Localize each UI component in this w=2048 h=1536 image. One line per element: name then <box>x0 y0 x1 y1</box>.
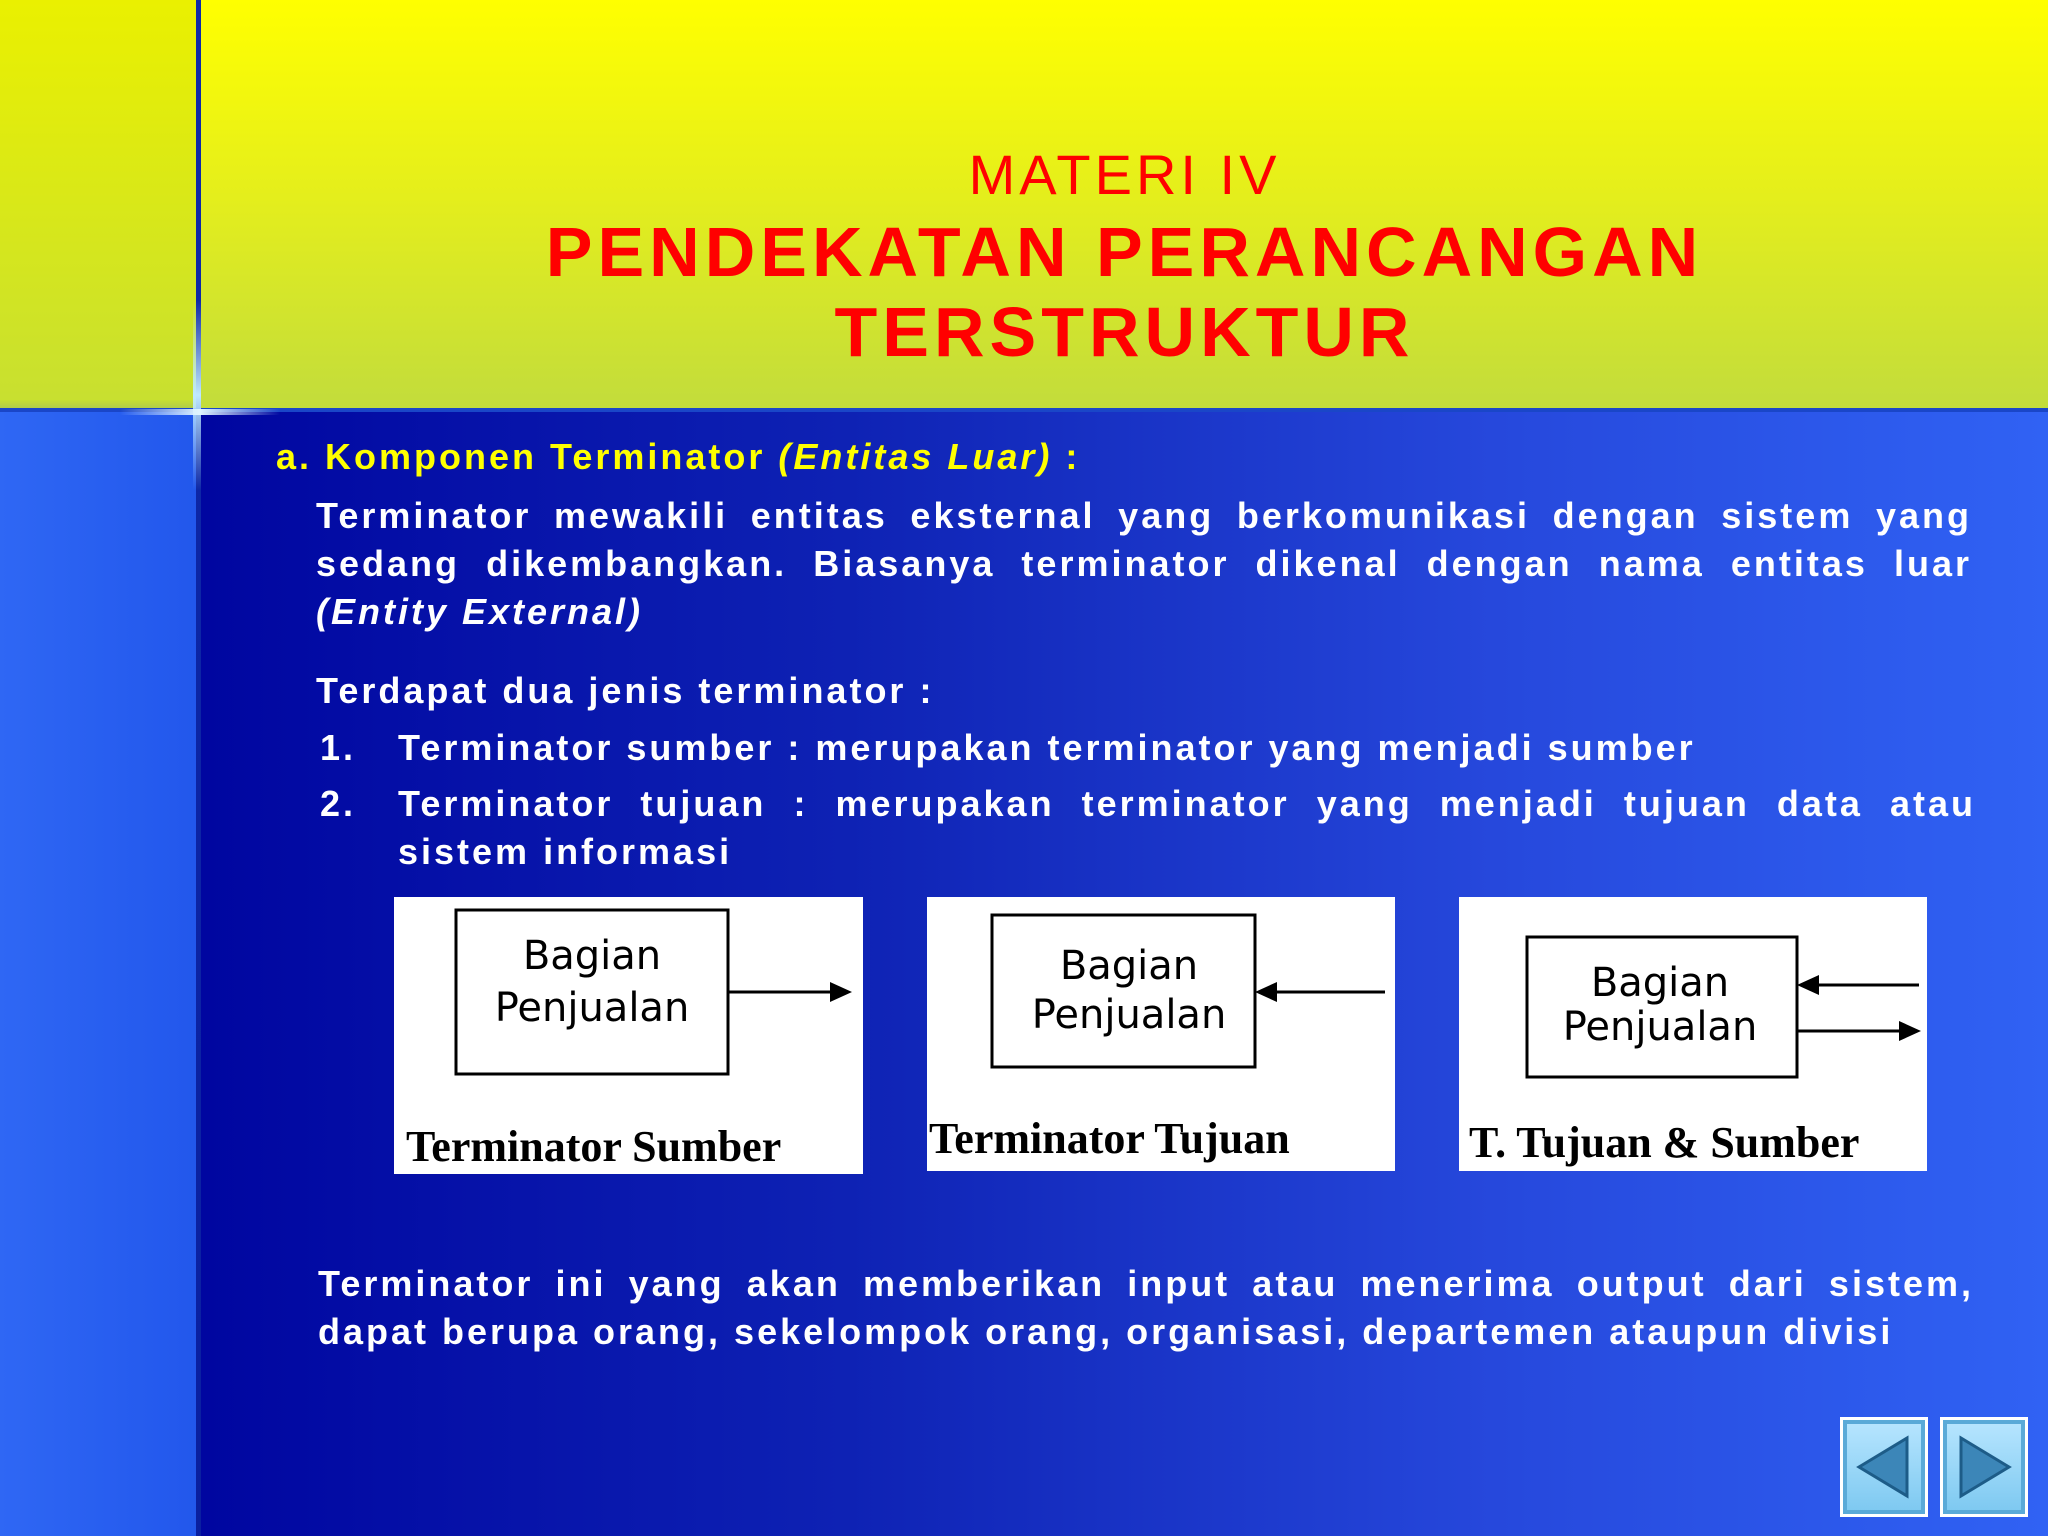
box-label-line1: Bagian <box>1059 943 1199 989</box>
next-slide-button[interactable] <box>1940 1417 2028 1517</box>
terminator-box <box>992 915 1255 1067</box>
list-text: Terminator sumber : merupakan terminator yang menjadi sumber <box>398 727 1696 768</box>
diagram-terminator-sumber <box>394 897 863 1174</box>
arrow-head-icon <box>1797 975 1819 995</box>
list-item <box>320 724 1976 772</box>
box-label-line2: Penjualan <box>1031 992 1227 1038</box>
arrow-head-icon <box>830 982 852 1002</box>
box-label-line2: Penjualan <box>494 985 690 1031</box>
left-band <box>0 0 198 1536</box>
list-number: 2. <box>320 783 357 824</box>
diagram-caption: T. Tujuan & Sumber <box>1469 1118 1860 1167</box>
diagram-caption: Terminator Sumber <box>406 1122 782 1171</box>
diagram-caption: Terminator Tujuan <box>929 1114 1290 1163</box>
list-intro: Terdapat dua jenis terminator : <box>316 670 935 711</box>
divider <box>0 408 2048 412</box>
list-text: Terminator tujuan : merupakan terminator yang menjadi tujuan data atau sistem informasi <box>398 783 1976 872</box>
arrow-head-icon <box>1255 982 1277 1002</box>
slide-title: PENDEKATAN PERANCANGAN <box>545 213 1704 291</box>
slide-subtitle: MATERI IV <box>968 143 1281 206</box>
box-label-line2: Penjualan <box>1562 1004 1758 1050</box>
list-item <box>320 780 1976 876</box>
previous-slide-button[interactable] <box>1840 1417 1928 1517</box>
slide-title-line2: TERSTRUKTUR <box>834 293 1415 371</box>
diagram-tujuan-sumber <box>1459 897 1927 1171</box>
box-label-line1: Bagian <box>522 933 662 979</box>
list-number: 1. <box>320 727 357 768</box>
arrow-head-icon <box>1899 1021 1921 1041</box>
triangle-right-icon <box>1961 1438 2009 1496</box>
triangle-left-icon <box>1859 1438 1907 1496</box>
section-heading: a. Komponen Terminator (Entitas Luar) : <box>276 436 1081 477</box>
diagram-terminator-tujuan <box>927 897 1395 1171</box>
box-label-line1: Bagian <box>1590 960 1730 1006</box>
closing-paragraph: Terminator ini yang akan memberikan input atau menerima output dari sistem, dapat berupa orang, sekelompok orang, organisasi, departemen ataupun divisi <box>318 1263 1974 1352</box>
definition-paragraph: Terminator mewakili entitas eksternal yang berkomunikasi dengan sistem yang sedang dikembangkan. Biasanya terminator dikenal dengan nama entitas luar (Entity External) <box>316 495 1972 632</box>
